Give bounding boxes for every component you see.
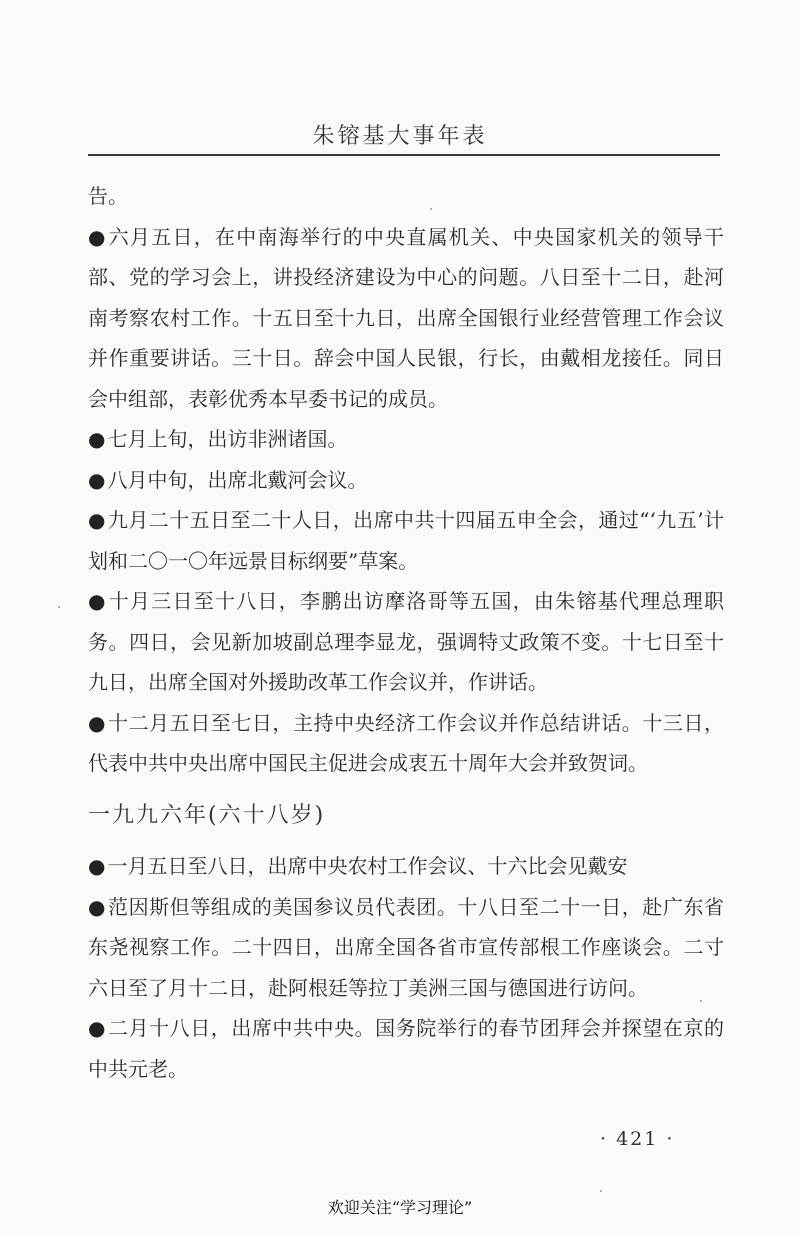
scan-speck	[430, 208, 432, 210]
bullet-icon: ●	[88, 467, 106, 492]
page-body	[88, 176, 724, 1089]
scan-speck	[600, 1190, 602, 1192]
continuation-text: 告。	[88, 184, 128, 208]
running-title: 朱镕基大事年表	[312, 124, 488, 149]
entry-1996-february: ● 二月十八日，出席中共中央。国务院举行的春节团拜会并探望在京的中共元老。	[88, 1016, 725, 1081]
entry-1996-january-cont: ● 范因斯但等组成的美国参议员代表团。十八日至二十一日，赴广东省东尧视察工作。二十四日，出席全国各省市宣传部根工作座谈会。二寸六日至了月十二日，赴阿根廷等拉丁美洲三国与德国进行访问。	[88, 894, 725, 1000]
bullet-icon: ●	[88, 894, 107, 919]
entry-1995-july: ● 七月上旬，出访非洲诸国。	[88, 427, 348, 451]
entry-1995-september: ● 九月二十五日至二十人日，出席中共十四届五申全会，通过“‘九五’计划和二〇一〇年远景目标纲要”草案。	[88, 508, 724, 573]
entry-1996-january: ● 一月五日至八日，出席中央农村工作会议、十六比会见戴安	[88, 854, 628, 878]
bullet-icon: ●	[88, 427, 106, 451]
scan-speck	[58, 606, 60, 608]
bullet-icon: ●	[88, 589, 107, 613]
scan-speck	[700, 1000, 702, 1002]
header-rule	[88, 154, 720, 156]
bullet-icon: ●	[88, 1016, 107, 1040]
footer-note: 欢迎关注“学习理论”	[327, 1198, 473, 1217]
bullet-icon: ●	[88, 710, 107, 735]
entry-1995-december: ● 十二月五日至七日，主持中央经济工作会议并作总结讲话。十三日，代表中共中央出席中国民主促进会成衷五十周年大会并致贺词。	[88, 710, 725, 775]
bullet-icon: ●	[88, 508, 106, 532]
year-heading: 一九九六年(六十八岁)	[88, 802, 326, 828]
entry-1995-june: ● 六月五日，在中南海举行的中央直属机关、中央国家机关的领导干部、党的学习会上，讲投经济建设为中心的问题。八日至十二日，赴河南考察农村工作。十五日至十九日，出席全国银行业经营管理工作会议并作重要讲话。三十日。辞会中国人民银，行长，由戴相龙接任。同日会中组部，表彰优秀本早委书记的成员。	[88, 224, 725, 411]
entry-1995-august: ● 八月中旬，出席北戴河会议。	[88, 467, 368, 492]
bullet-icon: ●	[88, 854, 106, 878]
entry-1995-october: ● 十月三日至十八日，李鹏出访摩洛哥等五国，由朱镕基代理总理职务。四日，会见新加坡副总理李显龙，强调特丈政策不变。十七日至十九日，出席全国对外援助改革工作会议并，作讲话。	[88, 589, 725, 694]
bullet-icon: ●	[88, 224, 107, 249]
page-number: · 421 ·	[600, 1128, 675, 1150]
